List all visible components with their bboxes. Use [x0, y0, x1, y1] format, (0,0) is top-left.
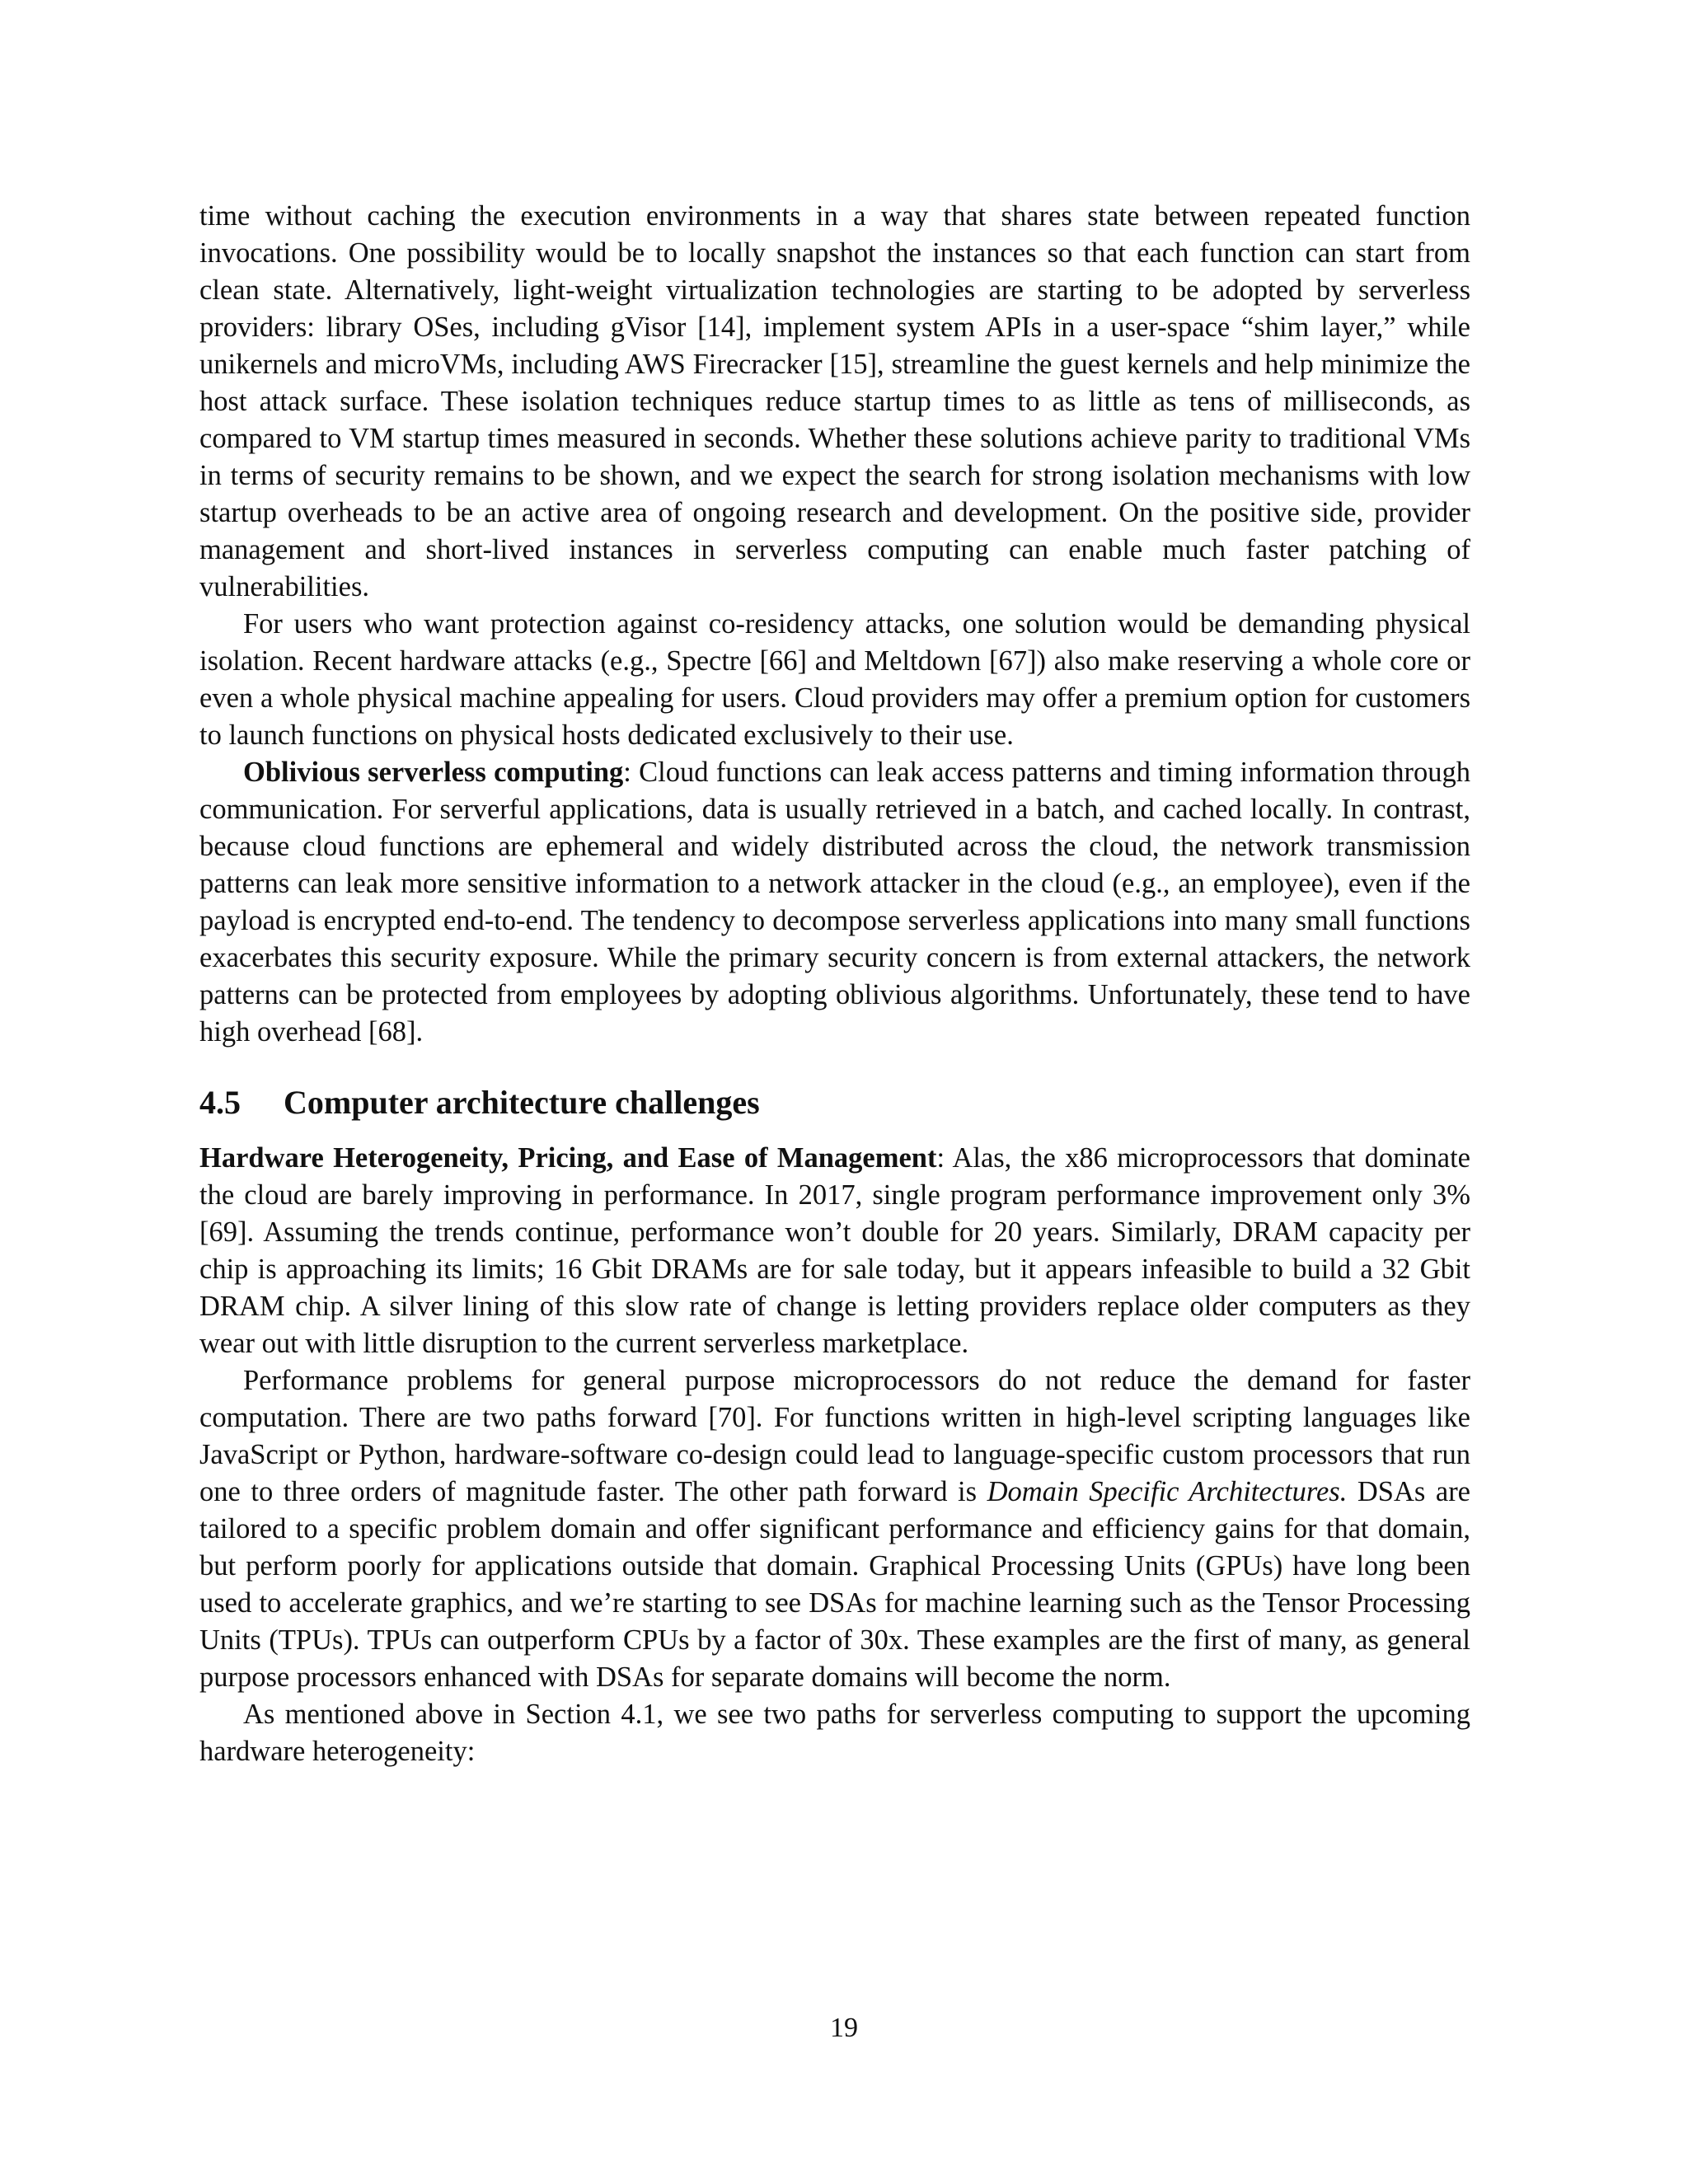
- section-title: Computer architecture challenges: [284, 1084, 760, 1121]
- section-heading: [199, 1082, 1470, 1123]
- paragraph-physical-isolation: For users who want protection against co-residency attacks, one solution would be demanding physical isolation. Recent hardware attacks (e.g., Spectre [66] and Meltdown [67]) also make reserving a whole core or even a whole physical machine appealing for users. Cloud providers may offer a premium option for customers to launch functions on physical hosts dedicated exclusively to their use.: [199, 608, 1470, 751]
- performance-text-before: Performance problems for general purpose microprocessors do not reduce the demand for faster computation. There are two paths forward [70]. For functions written in high-level scripting languages like JavaScript or Python, hardware-software co-design could lead to language-specific custom processors that run one to three orders of magnitude faster. The other path forward is: [199, 1365, 1470, 1507]
- paragraph-oblivious-computing: [199, 754, 1470, 1051]
- section-number: 4.5: [199, 1084, 241, 1121]
- performance-text-after: DSAs are tailored to a specific problem domain and offer significant performance and efficiency gains for that domain, but perform poorly for applications outside that domain. Graphical Processing Units (GPUs) have long been used to accelerate graphics, and we’re starting to see DSAs for machine learning such as the Tensor Processing Units (TPUs). TPUs can outperform CPUs by a factor of 30x. These examples are the first of many, as general purpose processors enhanced with DSAs for separate domains will become the norm.: [199, 1476, 1470, 1693]
- oblivious-text: : Cloud functions can leak access patterns and timing information through communication. For serverful applications, data is usually retrieved in a batch, and cached locally. In contrast, because cloud functions are ephemeral and widely distributed across the cloud, the network transmission patterns can leak more sensitive information to a network attacker in the cloud (e.g., an employee), even if the payload is encrypted end-to-end. The tendency to decompose serverless applications into many small functions exacerbates this security exposure. While the primary security concern is from external attackers, the network patterns can be protected from employees by adopting oblivious algorithms. Unfortunately, these tend to have high overhead [68].: [199, 757, 1470, 1047]
- run-in-heading-oblivious: Oblivious serverless computing: [243, 757, 624, 788]
- paragraph-performance-problems: [199, 1362, 1470, 1696]
- hardware-text: : Alas, the x86 microprocessors that dominate the cloud are barely improving in performance. In 2017, single program performance improvement only 3% [69]. Assuming the trends continue, performance won’t double for 20 years. Similarly, DRAM capacity per chip is approaching its limits; 16 Gbit DRAMs are for sale today, but it appears infeasible to build a 32 Gbit DRAM chip. A silver lining of this slow rate of change is letting providers replace older computers as they wear out with little disruption to the current serverless marketplace.: [199, 1142, 1470, 1359]
- paragraph-hardware-heterogeneity: [199, 1140, 1470, 1362]
- paragraph-isolation-techniques: time without caching the execution environments in a way that shares state between repeated function invocations. One possibility would be to locally snapshot the instances so that each function can start from clean state. Alternatively, light-weight virtualization technologies are starting to be adopted by serverless providers: library OSes, including gVisor [14], implement system APIs in a user-space “shim layer,” while unikernels and microVMs, including AWS Firecracker [15], streamline the guest kernels and help minimize the host attack surface. These isolation techniques reduce startup times to as little as tens of milliseconds, as compared to VM startup times measured in seconds. Whether these solutions achieve parity to traditional VMs in terms of security remains to be shown, and we expect the search for strong isolation mechanisms with low startup overheads to be an active area of ongoing research and development. On the positive side, provider management and short-lived instances in serverless computing can enable much faster patching of vulnerabilities.: [199, 200, 1470, 602]
- domain-specific-architectures-term: Domain Specific Architectures.: [987, 1476, 1348, 1507]
- page-body: [199, 198, 1470, 1770]
- paragraph-closing: As mentioned above in Section 4.1, we see two paths for serverless computing to support the upcoming hardware heterogeneity:: [199, 1699, 1470, 1767]
- run-in-heading-hardware: Hardware Heterogeneity, Pricing, and Ease of Management: [199, 1142, 937, 1174]
- page-number: 19: [830, 2013, 858, 2043]
